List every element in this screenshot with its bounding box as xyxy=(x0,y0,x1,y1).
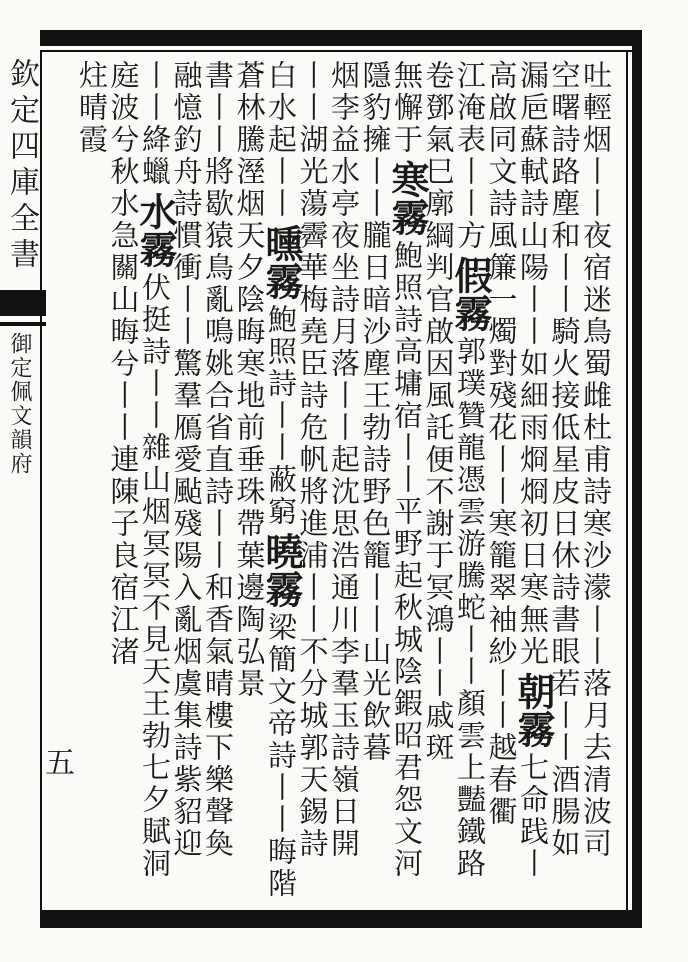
column-text: 卷鄧氣巳廓 xyxy=(421,60,456,220)
entry-heading: 假霧 xyxy=(448,256,493,332)
column-text: 炷晴霞 xyxy=(75,60,109,156)
entry-heading: 水霧 xyxy=(133,192,178,268)
column-text: 擁丨丨朧日暗沙塵王勃詩野色籠丨丨山光飲暮 xyxy=(358,124,393,764)
column-text: 鮑照詩高墉宿丨丨平野起秋城陰鍜昭君怨文河 xyxy=(390,240,424,880)
column-text: 前垂珠帶葉邊陶弘景 xyxy=(232,412,267,700)
column-text: 七命践丨 xyxy=(516,752,550,880)
right-border-inner xyxy=(626,52,628,910)
column-text: 空曙詩路塵和丨丨騎火接低星皮日休詩書眼若丨丨酒腸如 xyxy=(547,60,582,860)
margin-title: 欽定四庫全書 xyxy=(4,58,39,274)
column-text: 白水起丨丨 xyxy=(264,60,298,220)
text-column xyxy=(68,60,116,900)
left-border xyxy=(40,52,42,910)
entry-heading: 寒霧 xyxy=(385,160,430,236)
column-text: 鮑照詩丨丨蔽窮 xyxy=(264,304,298,528)
column-text: 江淹表丨丨方 xyxy=(453,60,487,252)
bottom-border xyxy=(40,910,640,928)
fish-tail-line xyxy=(0,322,46,326)
column-text: 蒼林騰溼烟 xyxy=(232,60,267,220)
column-text: 書丨丨將歇猿鳥亂鳴姚合省直詩丨丨和香氣晴樓下樂聲奐 xyxy=(201,60,235,860)
entry-heading: 曛霧 xyxy=(259,224,304,300)
column-text: 高啟同文詩風簾一燭對殘花丨丨寒籠翠袖紗丨丨越春衢 xyxy=(484,60,519,828)
column-text: 綱判官啟因風託便不謝于冥鴻丨丨戚斑 xyxy=(421,220,456,764)
column-text: 丨丨絳蠟 xyxy=(138,60,172,188)
column-text: 梁簡文帝詩丨丨晦階 xyxy=(264,612,298,900)
column-text: 郭璞贊龍憑雲游騰蛇丨丨顏雲上豔鐵路 xyxy=(453,336,487,880)
top-border-inner xyxy=(40,50,640,52)
fish-tail-mark xyxy=(0,290,46,316)
column-text: 丨丨湖光蕩霽華梅堯臣詩危帆將進浦丨丨不分城郭天錫詩 xyxy=(295,60,330,860)
page-number: 五 xyxy=(45,746,75,781)
column-text: 融憶釣舟詩慣衝丨丨驚羣鴈愛颭殘陽入亂烟虞集詩紫貂迎 xyxy=(169,60,204,860)
column-text: 無懈于 xyxy=(390,60,424,156)
column-text: 隱豹 xyxy=(358,60,393,124)
top-border xyxy=(40,30,640,46)
column-text: 漏巵蘇軾詩山陽丨丨如細雨烱烱初日寒無光 xyxy=(516,60,550,668)
column-text: 天夕陰晦寒地 xyxy=(232,220,267,412)
column-text: 吐輕烟丨丨夜宿迷鳥蜀雌杜甫詩寒沙濛丨丨落月去清波司 xyxy=(579,60,613,860)
column-text: 烟李益水亭夜坐詩月落丨丨起沈思浩通川李羣玉詩嶺日開 xyxy=(327,60,361,860)
column-text: 庭波兮秋水急關山晦兮丨丨連陳子良宿江渚 xyxy=(106,60,141,668)
margin-subtitle: 御定佩文韻府 xyxy=(7,332,32,476)
right-border xyxy=(632,30,642,928)
column-text: 伏挺詩丨丨雜山烟冥冥不見天王勃七夕賦洞 xyxy=(138,272,172,880)
entry-heading: 朝霧 xyxy=(511,672,556,748)
entry-heading: 曉霧 xyxy=(259,532,304,608)
